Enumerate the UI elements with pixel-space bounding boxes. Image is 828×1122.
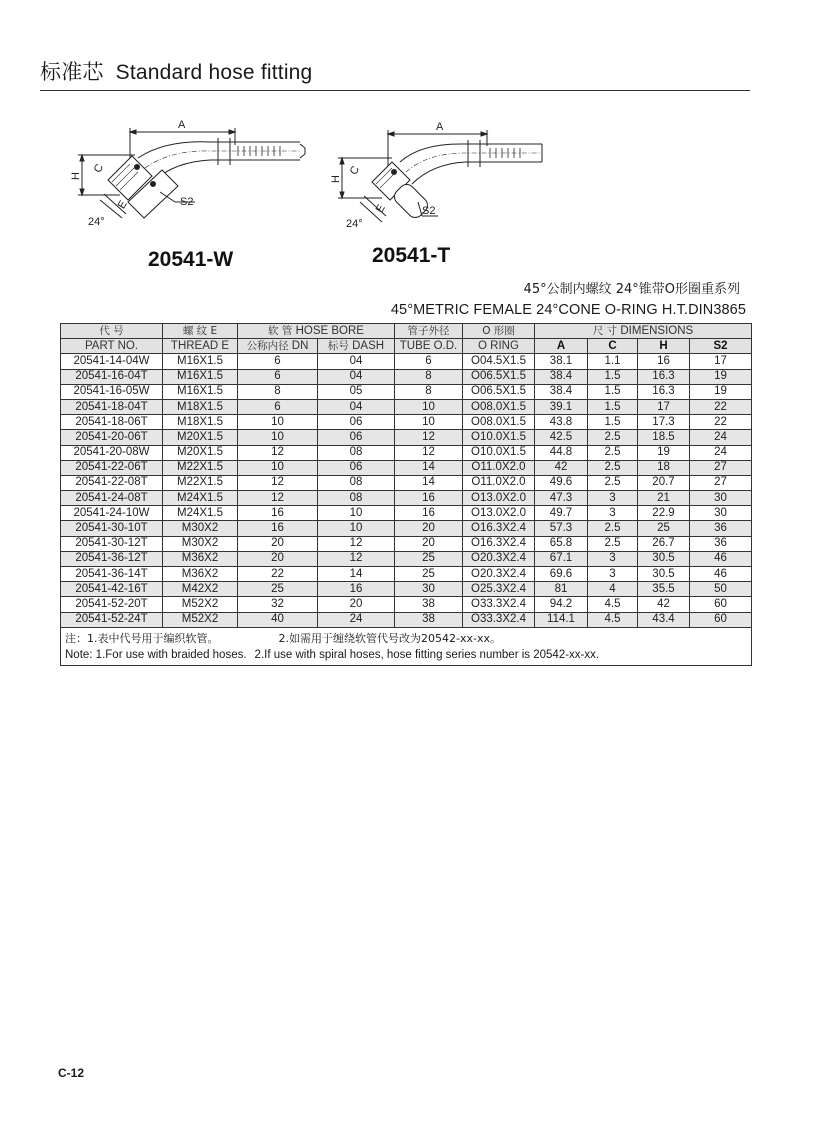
cell-s2: 36 xyxy=(690,536,752,551)
cell-thread: M36X2 xyxy=(163,551,238,566)
cell-oring: O04.5X1.5 xyxy=(463,354,535,369)
cell-s2: 50 xyxy=(690,582,752,597)
cell-h: 26.7 xyxy=(638,536,690,551)
cell-tube: 16 xyxy=(395,506,463,521)
hose-fitting-45-diagram-icon xyxy=(320,110,570,230)
cell-a: 57.3 xyxy=(535,521,588,536)
header-tube-en: TUBE O.D. xyxy=(395,339,463,354)
table-row xyxy=(61,415,752,430)
cell-h: 30.5 xyxy=(638,567,690,582)
svg-text:S2: S2 xyxy=(422,205,436,217)
table-row xyxy=(61,445,752,460)
cell-thread: M22X1.5 xyxy=(163,475,238,490)
cell-part: 20541-22-08T xyxy=(61,475,163,490)
title-divider xyxy=(40,90,750,91)
cell-oring: O08.0X1.5 xyxy=(463,399,535,414)
cell-a: 42.5 xyxy=(535,430,588,445)
cell-a: 49.6 xyxy=(535,475,588,490)
table-row xyxy=(61,582,752,597)
cell-c: 2.5 xyxy=(588,521,638,536)
cell-dn: 10 xyxy=(238,430,318,445)
cell-oring: O10.0X1.5 xyxy=(463,445,535,460)
cell-thread: M16X1.5 xyxy=(163,369,238,384)
cell-tube: 25 xyxy=(395,551,463,566)
cell-oring: O11.0X2.0 xyxy=(463,460,535,475)
cell-dash: 04 xyxy=(318,399,395,414)
cell-s2: 17 xyxy=(690,354,752,369)
cell-thread: M30X2 xyxy=(163,536,238,551)
header-hose-bore: 软 管 HOSE BORE xyxy=(238,324,395,339)
cell-s2: 36 xyxy=(690,521,752,536)
cell-dn: 12 xyxy=(238,475,318,490)
cell-oring: O13.0X2.0 xyxy=(463,491,535,506)
fitting-drawing-w xyxy=(60,110,320,230)
cell-a: 94.2 xyxy=(535,597,588,612)
cell-oring: O33.3X2.4 xyxy=(463,597,535,612)
cell-tube: 14 xyxy=(395,460,463,475)
cell-dn: 25 xyxy=(238,582,318,597)
cell-c: 2.5 xyxy=(588,475,638,490)
model-label-t: 20541-T xyxy=(372,244,451,267)
cell-oring: O20.3X2.4 xyxy=(463,567,535,582)
header-row-2 xyxy=(61,339,752,354)
page-title-en: Standard hose fitting xyxy=(115,61,313,84)
cell-dn: 32 xyxy=(238,597,318,612)
cell-dash: 12 xyxy=(318,551,395,566)
svg-text:A: A xyxy=(436,121,444,133)
header-thread-en: THREAD E xyxy=(163,339,238,354)
cell-dash: 14 xyxy=(318,567,395,582)
cell-s2: 46 xyxy=(690,567,752,582)
table-row xyxy=(61,354,752,369)
cell-part: 20541-14-04W xyxy=(61,354,163,369)
cell-oring: O20.3X2.4 xyxy=(463,551,535,566)
cell-tube: 38 xyxy=(395,597,463,612)
cell-thread: M22X1.5 xyxy=(163,460,238,475)
cell-thread: M30X2 xyxy=(163,521,238,536)
cell-s2: 30 xyxy=(690,491,752,506)
cell-oring: O16.3X2.4 xyxy=(463,521,535,536)
cell-part: 20541-16-05W xyxy=(61,384,163,399)
cell-thread: M16X1.5 xyxy=(163,384,238,399)
series-title-cn: 45°公制内螺纹 24°锥带O形圈重系列 xyxy=(523,282,740,297)
cell-dash: 08 xyxy=(318,445,395,460)
cell-h: 19 xyxy=(638,445,690,460)
cell-a: 43.8 xyxy=(535,415,588,430)
notes-cn: 注：1.表中代号用于编织软管。 2.如需用于缠绕软管代号改为20542-xx-xx。 xyxy=(65,631,501,645)
cell-c: 4.5 xyxy=(588,612,638,627)
cell-h: 18 xyxy=(638,460,690,475)
cell-tube: 8 xyxy=(395,384,463,399)
cell-dn: 16 xyxy=(238,521,318,536)
page-title xyxy=(40,56,312,86)
cell-oring: O06.5X1.5 xyxy=(463,369,535,384)
table-row xyxy=(61,567,752,582)
cell-dn: 12 xyxy=(238,491,318,506)
table-row xyxy=(61,430,752,445)
cell-part: 20541-24-10W xyxy=(61,506,163,521)
cell-h: 21 xyxy=(638,491,690,506)
page-title-cn: 标准芯 xyxy=(40,60,104,84)
header-tube-cn: 管子外径 xyxy=(395,324,463,339)
cell-thread: M52X2 xyxy=(163,612,238,627)
cell-c: 4.5 xyxy=(588,597,638,612)
cell-dash: 05 xyxy=(318,384,395,399)
cell-dash: 08 xyxy=(318,475,395,490)
cell-thread: M18X1.5 xyxy=(163,399,238,414)
svg-text:H: H xyxy=(330,175,342,183)
cell-part: 20541-30-10T xyxy=(61,521,163,536)
cell-dash: 08 xyxy=(318,491,395,506)
cell-dash: 06 xyxy=(318,430,395,445)
header-thread-cn: 螺 纹 E xyxy=(163,324,238,339)
cell-c: 1.5 xyxy=(588,399,638,414)
cell-h: 17.3 xyxy=(638,415,690,430)
table-row xyxy=(61,475,752,490)
cell-h: 20.7 xyxy=(638,475,690,490)
table-row xyxy=(61,551,752,566)
cell-part: 20541-18-06T xyxy=(61,415,163,430)
table-notes xyxy=(61,627,752,665)
cell-thread: M36X2 xyxy=(163,567,238,582)
cell-dn: 40 xyxy=(238,612,318,627)
cell-dash: 12 xyxy=(318,536,395,551)
cell-dn: 20 xyxy=(238,536,318,551)
header-dim-s2: S2 xyxy=(690,339,752,354)
table-row xyxy=(61,536,752,551)
cell-a: 65.8 xyxy=(535,536,588,551)
cell-tube: 38 xyxy=(395,612,463,627)
cell-s2: 22 xyxy=(690,415,752,430)
cell-oring: O08.0X1.5 xyxy=(463,415,535,430)
cell-oring: O33.3X2.4 xyxy=(463,612,535,627)
cell-h: 43.4 xyxy=(638,612,690,627)
cell-dash: 10 xyxy=(318,506,395,521)
cell-dn: 20 xyxy=(238,551,318,566)
cell-h: 30.5 xyxy=(638,551,690,566)
cell-h: 42 xyxy=(638,597,690,612)
svg-text:24°: 24° xyxy=(88,216,105,228)
cell-a: 38.4 xyxy=(535,384,588,399)
cell-tube: 12 xyxy=(395,445,463,460)
svg-text:S2: S2 xyxy=(180,196,194,208)
table-row xyxy=(61,506,752,521)
cell-dash: 04 xyxy=(318,354,395,369)
cell-oring: O06.5X1.5 xyxy=(463,384,535,399)
cell-c: 1.5 xyxy=(588,384,638,399)
cell-tube: 30 xyxy=(395,582,463,597)
cell-tube: 12 xyxy=(395,430,463,445)
cell-c: 2.5 xyxy=(588,445,638,460)
cell-s2: 27 xyxy=(690,460,752,475)
cell-dn: 8 xyxy=(238,384,318,399)
cell-dn: 12 xyxy=(238,445,318,460)
cell-dn: 6 xyxy=(238,369,318,384)
cell-a: 38.4 xyxy=(535,369,588,384)
cell-h: 16.3 xyxy=(638,369,690,384)
cell-thread: M52X2 xyxy=(163,597,238,612)
cell-thread: M42X2 xyxy=(163,582,238,597)
header-dim-c: C xyxy=(588,339,638,354)
notes-row xyxy=(61,627,752,665)
cell-oring: O25.3X2.4 xyxy=(463,582,535,597)
page-number: C-12 xyxy=(58,1066,85,1080)
notes-en: Note: 1.For use with braided hoses. 2.If use with spiral hoses, hose fitting series number is 20542-xx-xx. xyxy=(65,648,600,661)
cell-s2: 30 xyxy=(690,506,752,521)
cell-dn: 6 xyxy=(238,354,318,369)
table-row xyxy=(61,491,752,506)
cell-part: 20541-20-08W xyxy=(61,445,163,460)
series-title-en: 45°METRIC FEMALE 24°CONE O-RING H.T.DIN3865 xyxy=(390,302,746,318)
cell-a: 42 xyxy=(535,460,588,475)
cell-c: 3 xyxy=(588,506,638,521)
table-row xyxy=(61,369,752,384)
cell-part: 20541-30-12T xyxy=(61,536,163,551)
header-dimensions: 尺 寸 DIMENSIONS xyxy=(535,324,752,339)
cell-dn: 16 xyxy=(238,506,318,521)
cell-part: 20541-22-06T xyxy=(61,460,163,475)
cell-dash: 06 xyxy=(318,415,395,430)
cell-dash: 04 xyxy=(318,369,395,384)
cell-a: 81 xyxy=(535,582,588,597)
svg-text:E: E xyxy=(115,198,130,211)
cell-s2: 27 xyxy=(690,475,752,490)
cell-a: 39.1 xyxy=(535,399,588,414)
cell-part: 20541-16-04T xyxy=(61,369,163,384)
cell-oring: O16.3X2.4 xyxy=(463,536,535,551)
svg-text:C: C xyxy=(347,164,363,177)
cell-thread: M24X1.5 xyxy=(163,491,238,506)
cell-tube: 20 xyxy=(395,536,463,551)
header-part-cn: 代 号 xyxy=(61,324,163,339)
spec-table-body xyxy=(61,354,752,627)
cell-tube: 20 xyxy=(395,521,463,536)
cell-part: 20541-20-06T xyxy=(61,430,163,445)
cell-h: 16 xyxy=(638,354,690,369)
cell-oring: O11.0X2.0 xyxy=(463,475,535,490)
cell-c: 1.5 xyxy=(588,415,638,430)
cell-part: 20541-24-08T xyxy=(61,491,163,506)
cell-thread: M24X1.5 xyxy=(163,506,238,521)
cell-thread: M20X1.5 xyxy=(163,430,238,445)
table-row xyxy=(61,460,752,475)
cell-h: 17 xyxy=(638,399,690,414)
cell-c: 1.1 xyxy=(588,354,638,369)
cell-dash: 24 xyxy=(318,612,395,627)
cell-h: 35.5 xyxy=(638,582,690,597)
header-dim-a: A xyxy=(535,339,588,354)
cell-s2: 46 xyxy=(690,551,752,566)
cell-dn: 22 xyxy=(238,567,318,582)
cell-s2: 24 xyxy=(690,430,752,445)
fitting-drawing-t xyxy=(320,110,570,230)
cell-oring: O13.0X2.0 xyxy=(463,506,535,521)
hose-fitting-45-diagram-icon xyxy=(60,110,320,230)
header-oring-en: O RING xyxy=(463,339,535,354)
cell-a: 67.1 xyxy=(535,551,588,566)
cell-h: 16.3 xyxy=(638,384,690,399)
header-part-en: PART NO. xyxy=(61,339,163,354)
cell-tube: 10 xyxy=(395,399,463,414)
cell-s2: 60 xyxy=(690,597,752,612)
cell-part: 20541-52-24T xyxy=(61,612,163,627)
cell-dash: 16 xyxy=(318,582,395,597)
cell-s2: 19 xyxy=(690,369,752,384)
cell-dash: 10 xyxy=(318,521,395,536)
cell-tube: 14 xyxy=(395,475,463,490)
cell-s2: 19 xyxy=(690,384,752,399)
table-row xyxy=(61,612,752,627)
cell-s2: 22 xyxy=(690,399,752,414)
table-row xyxy=(61,384,752,399)
svg-text:H: H xyxy=(70,172,82,180)
table-row xyxy=(61,399,752,414)
cell-h: 25 xyxy=(638,521,690,536)
cell-c: 2.5 xyxy=(588,430,638,445)
svg-text:24°: 24° xyxy=(346,218,363,230)
cell-tube: 16 xyxy=(395,491,463,506)
cell-dn: 6 xyxy=(238,399,318,414)
table-row xyxy=(61,521,752,536)
cell-a: 69.6 xyxy=(535,567,588,582)
cell-tube: 25 xyxy=(395,567,463,582)
model-label-w: 20541-W xyxy=(148,248,234,271)
cell-dash: 20 xyxy=(318,597,395,612)
header-dn: 公称内径 DN xyxy=(238,339,318,354)
cell-dn: 10 xyxy=(238,460,318,475)
svg-text:E: E xyxy=(373,202,388,215)
cell-a: 38.1 xyxy=(535,354,588,369)
cell-thread: M20X1.5 xyxy=(163,445,238,460)
cell-c: 3 xyxy=(588,567,638,582)
cell-c: 2.5 xyxy=(588,536,638,551)
spec-table xyxy=(60,323,752,666)
cell-c: 2.5 xyxy=(588,460,638,475)
cell-c: 3 xyxy=(588,551,638,566)
cell-tube: 10 xyxy=(395,415,463,430)
svg-text:A: A xyxy=(178,119,186,131)
cell-part: 20541-42-16T xyxy=(61,582,163,597)
cell-tube: 8 xyxy=(395,369,463,384)
cell-part: 20541-52-20T xyxy=(61,597,163,612)
cell-dash: 06 xyxy=(318,460,395,475)
cell-h: 18.5 xyxy=(638,430,690,445)
header-dash: 标号 DASH xyxy=(318,339,395,354)
header-dim-h: H xyxy=(638,339,690,354)
cell-part: 20541-18-04T xyxy=(61,399,163,414)
header-oring-cn: O 形圈 xyxy=(463,324,535,339)
cell-c: 4 xyxy=(588,582,638,597)
cell-tube: 6 xyxy=(395,354,463,369)
svg-text:C: C xyxy=(91,162,107,175)
cell-s2: 24 xyxy=(690,445,752,460)
cell-c: 1.5 xyxy=(588,369,638,384)
cell-s2: 60 xyxy=(690,612,752,627)
cell-dn: 10 xyxy=(238,415,318,430)
cell-part: 20541-36-14T xyxy=(61,567,163,582)
cell-a: 47.3 xyxy=(535,491,588,506)
cell-a: 49.7 xyxy=(535,506,588,521)
cell-a: 114.1 xyxy=(535,612,588,627)
cell-h: 22.9 xyxy=(638,506,690,521)
header-row-1 xyxy=(61,324,752,339)
cell-a: 44.8 xyxy=(535,445,588,460)
table-row xyxy=(61,597,752,612)
cell-part: 20541-36-12T xyxy=(61,551,163,566)
cell-thread: M18X1.5 xyxy=(163,415,238,430)
cell-c: 3 xyxy=(588,491,638,506)
cell-oring: O10.0X1.5 xyxy=(463,430,535,445)
cell-thread: M16X1.5 xyxy=(163,354,238,369)
